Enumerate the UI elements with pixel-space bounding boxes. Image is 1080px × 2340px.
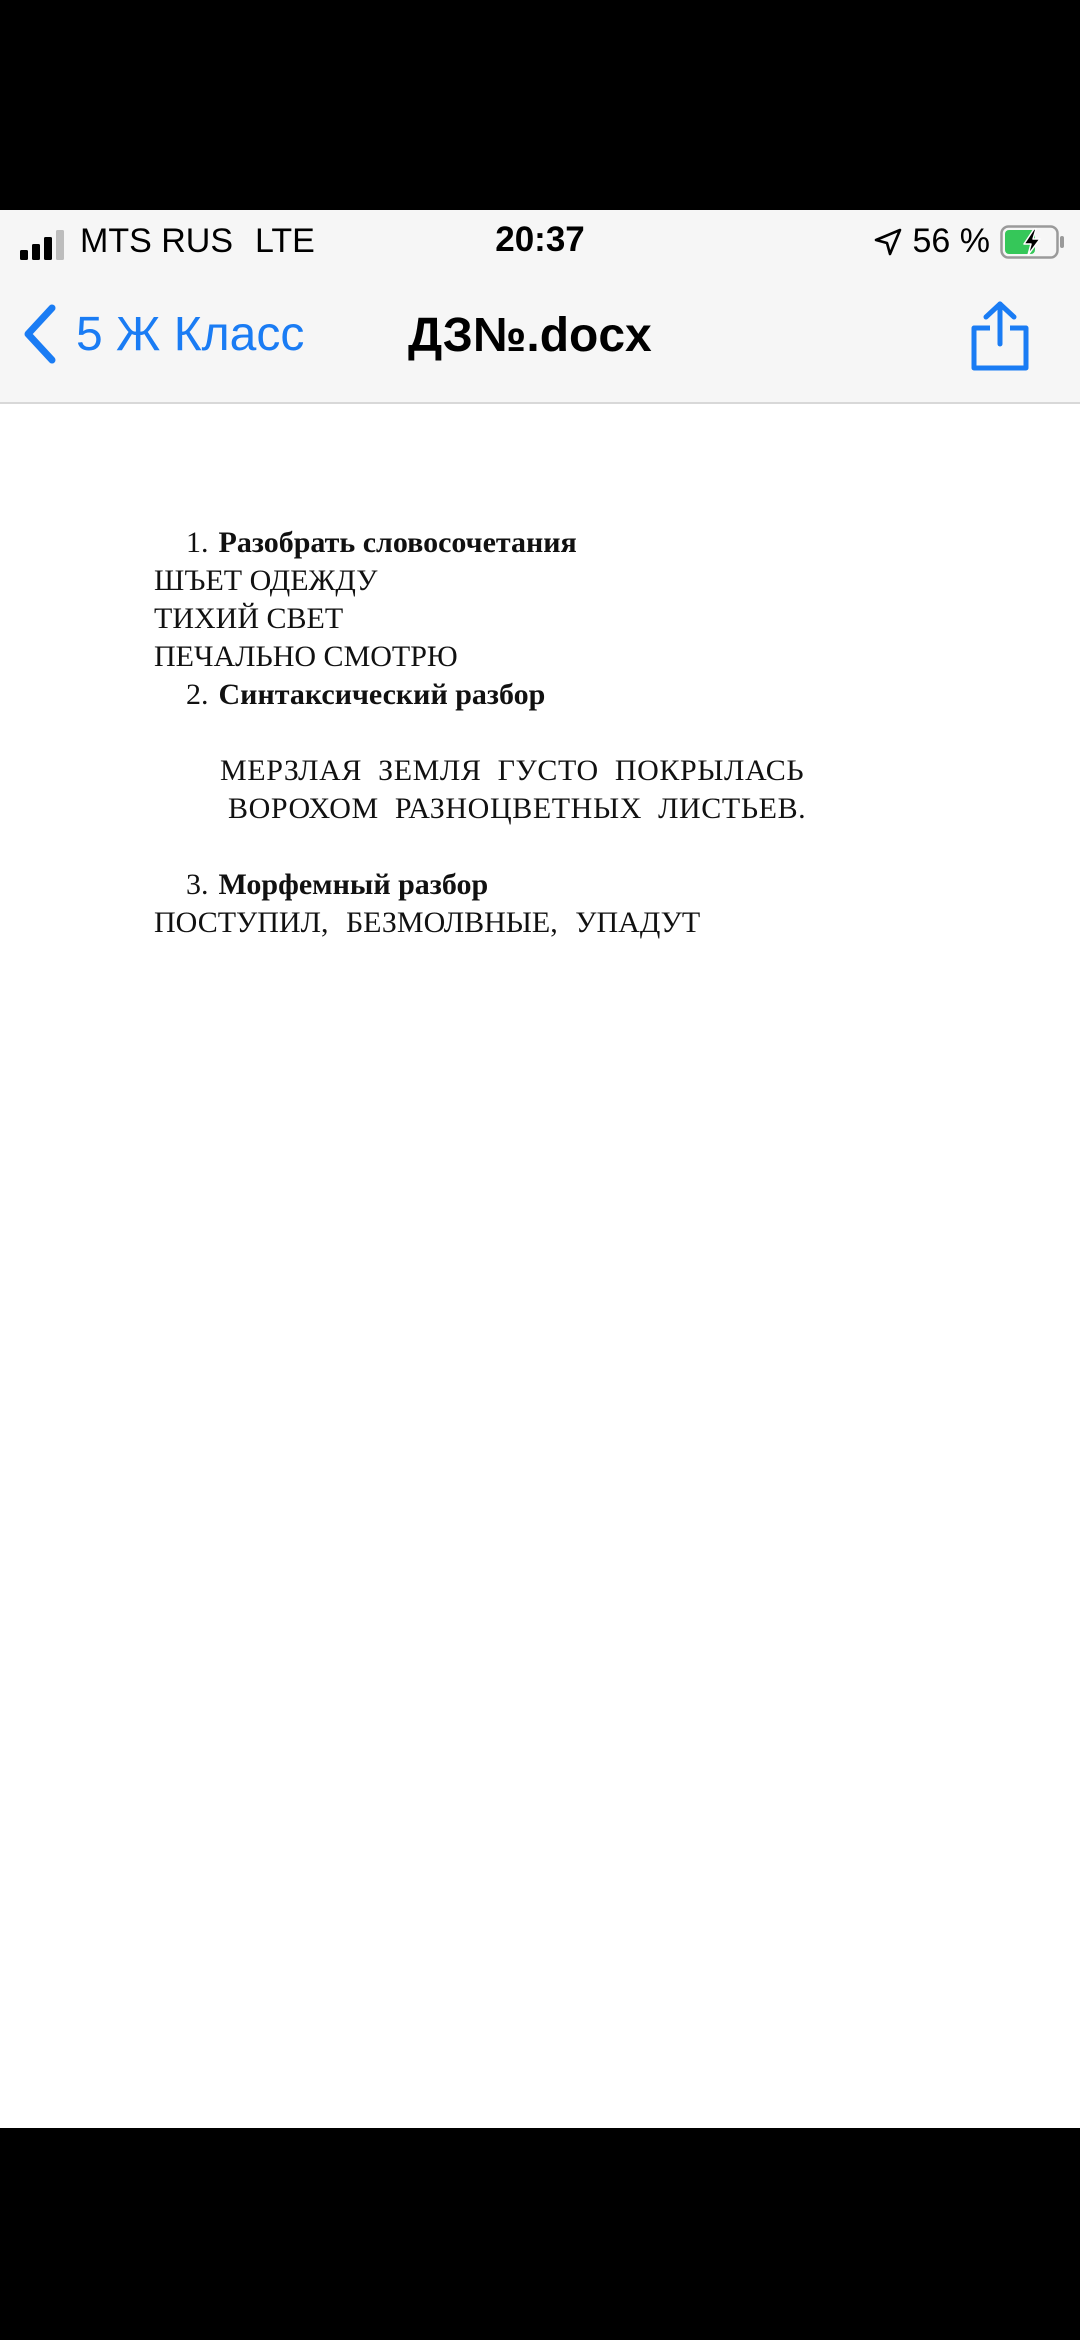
sentence-line: ВОРОХОМ РАЗНОЦВЕТНЫХ ЛИСТЬЕВ.: [228, 792, 807, 825]
location-icon: [873, 227, 903, 257]
task-heading: Морфемный разбор: [218, 868, 489, 901]
sentence-line: МЕРЗЛАЯ ЗЕМЛЯ ГУСТО ПОКРЫЛАСЬ: [220, 754, 805, 787]
status-right: [873, 222, 1067, 261]
chevron-left-icon: [22, 304, 56, 364]
document-viewer[interactable]: [0, 404, 1080, 2128]
share-button[interactable]: [968, 300, 1032, 372]
list-item-3: [186, 866, 488, 904]
phrase-line: ШЪЕТ ОДЕЖДУ: [154, 564, 378, 597]
phrase-line: ТИХИЙ СВЕТ: [154, 602, 344, 635]
document-title: ДЗ№.docx: [408, 309, 652, 362]
screen: [0, 210, 1080, 2128]
navigation-bar: [0, 272, 1080, 404]
share-icon: [968, 300, 1032, 372]
list-number: 1.: [186, 526, 209, 559]
network-type: LTE: [255, 222, 315, 260]
task-heading: Синтаксический разбор: [218, 678, 546, 711]
list-number: 3.: [186, 868, 209, 901]
back-button[interactable]: [22, 304, 304, 364]
back-button-label: 5 Ж Класс: [76, 307, 305, 361]
list-item-2: [186, 676, 545, 714]
phrase-line: ПЕЧАЛЬНО СМОТРЮ: [154, 640, 458, 673]
carrier-name: MTS RUS: [80, 222, 233, 260]
battery-charging-icon: [1000, 225, 1066, 259]
status-bar: [0, 210, 1080, 272]
morpheme-words: ПОСТУПИЛ, БЕЗМОЛВНЫЕ, УПАДУТ: [154, 906, 701, 939]
status-time: 20:37: [495, 220, 585, 259]
list-item-1: [186, 524, 577, 562]
battery-percent: 56 %: [912, 222, 990, 260]
task-heading: Разобрать словосочетания: [218, 526, 577, 559]
list-number: 2.: [186, 678, 209, 711]
